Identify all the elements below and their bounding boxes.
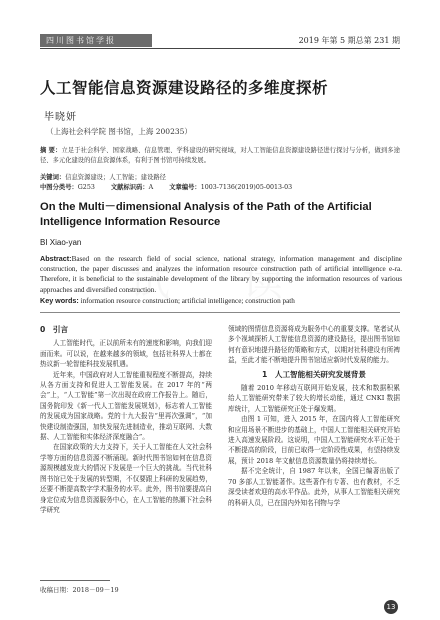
body-paragraph: 随着 2010 年移动互联网开始发展，技术和数据积累给人工智能研究带来了较大的增长动能，通过 CNKI 数据库统计，人工智能研究正处于爆发期。 (228, 384, 400, 413)
body-column-right (228, 324, 400, 508)
abstract-cn-text: 立足于社会科学、国家战略、信息管理、学科建设的研究视域，对人工智能信息资源建设路径进行探讨与分析，做到多途径、多元化建设的信息资源体系，有利于图书馆可持续发展。 (40, 147, 400, 164)
body-paragraph: 由图 1 可知，进入 2015 年，在国内将人工智能研究和应用场景不断进步的基础上，中国人工智能相关研究开始进入高速发展阶段。这说明，中国人工智能研究水平正处于不断提高的阶段，目前已取得一定阶段性成果，有望持续发展，预计 2018 年文献信息资源数量仍将持续增长。 (228, 415, 400, 465)
keywords-en (40, 296, 402, 305)
abstract-en-label: Abstract: (40, 254, 72, 263)
keywords-en-label: Key words: (40, 296, 79, 305)
section-1-heading: 1 人工智能相关研究发展背景 (261, 369, 366, 379)
keywords-cn-label: 关键词： (40, 174, 66, 181)
abstract-cn-label: 摘 要： (40, 147, 62, 154)
clc-value: G253 (77, 184, 95, 191)
affiliation-cn: （上海社会科学院 图书馆，上海 200235） (46, 127, 192, 136)
article-id-label: 文章编号： (169, 184, 201, 191)
body-paragraph: 在国家政策的大力支持下，关于人工智能在人文社会科学等方面的信息资源不断涌现。新时代图书馆如何在信息资源规模越发庞大的情况下发展是一个巨大的挑战。当代社科图书馆已处于发展的转型期，不仅要跟上科研的发展趋势，还要不断提高数字学术服务的水平。此外，图书馆要提高自身定位成为信息资源服务中心，在人工智能的热潮下社会科学研究 (40, 443, 212, 514)
issue-info: 2019 年第 5 期总第 231 期 (298, 36, 400, 45)
keywords-cn-text: 信息资源建设；人工智能；建设路径 (65, 174, 166, 181)
intro-heading: 0 引言 (40, 325, 69, 334)
article-title-en: On the Multi－dimensional Analysis of the Path of the Artificial Intelligence Information Resource (40, 201, 372, 228)
body-paragraph: 人工智能时代，正以前所未有的速度和影响，向我们迎面而来。可以说，在越来越多的领域，包括社科界人士都在热议新一轮智能科技发展机遇。 (40, 339, 212, 369)
abstract-en-text: Based on the research field of social science, national strategy, information management and discipline construction, the paper discusses and analyzes the information resource construction path of artificial intelligence e-ra. Therefore, it is beneficial to the sustainable development of the library by supporting the information resources of various approaches and diversified construction. (40, 255, 402, 294)
doc-code-label: 文献标识码： (110, 184, 149, 191)
clc-label: 中图分类号： (40, 184, 78, 191)
classification-row (40, 182, 400, 191)
header-divider (40, 48, 400, 49)
article-id-value: 1003-7136(2019)05-0013-03 (200, 184, 293, 191)
article-title-cn: 人工智能信息资源建设路径的多维度探析 (40, 79, 329, 97)
author-en: BI Xiao-yan (40, 238, 82, 247)
body-paragraph: 近年来，中国政府对人工智能重视程度不断提高，持续从各方面支持和促进人工智能发展。在 2017 年的“两会”上，“人工智能”第一次出现在政府工作报告上。随后，国务院印发《新一代人工智能发展规划》，标志着人工智能的发展成为国家战略。党的十九大报告“里再次强调”，“加快建设制造强国，加快发展先进制造业，推动互联网、大数据、人工智能和实体经济深度融合”。 (40, 370, 212, 442)
body-paragraph: 领域的图情信息资源将成为服务中心的重要支撑。笔者试从多个视域探析人工智能信息资源的建设路径，提出图书馆如何有意识地提升路径的策略和方式，以期对社科建设有所裨益，至此才能不断地提升图书馆适应新时代发展的能力。 (228, 325, 400, 365)
footnote-divider (40, 580, 110, 581)
abstract-en (40, 254, 402, 295)
received-date-footnote: 收稿日期：2018－09－19 (40, 586, 119, 594)
body-paragraph: 据不完全统计，自 1987 年以来，全国已编著出版了 70 多部人工智能著作。这些著作有专著、也有教材，不乏深受读者欢迎的高水平作品。此外，从事人工智能相关研究的科研人员，已在国内外知名刊物与学 (228, 467, 400, 507)
abstract-cn (40, 146, 400, 166)
keywords-cn (40, 172, 166, 181)
keywords-en-text: information resource construction; artificial intelligence; construction path (80, 297, 295, 305)
body-column-left (40, 324, 212, 515)
journal-name-tab: 四川图书馆学报 (40, 34, 152, 47)
page-number-badge: 13 (384, 600, 398, 614)
doc-code-value: A (148, 184, 154, 191)
abstract-divider (40, 312, 400, 313)
author-cn: 毕晓妍 (44, 112, 77, 123)
